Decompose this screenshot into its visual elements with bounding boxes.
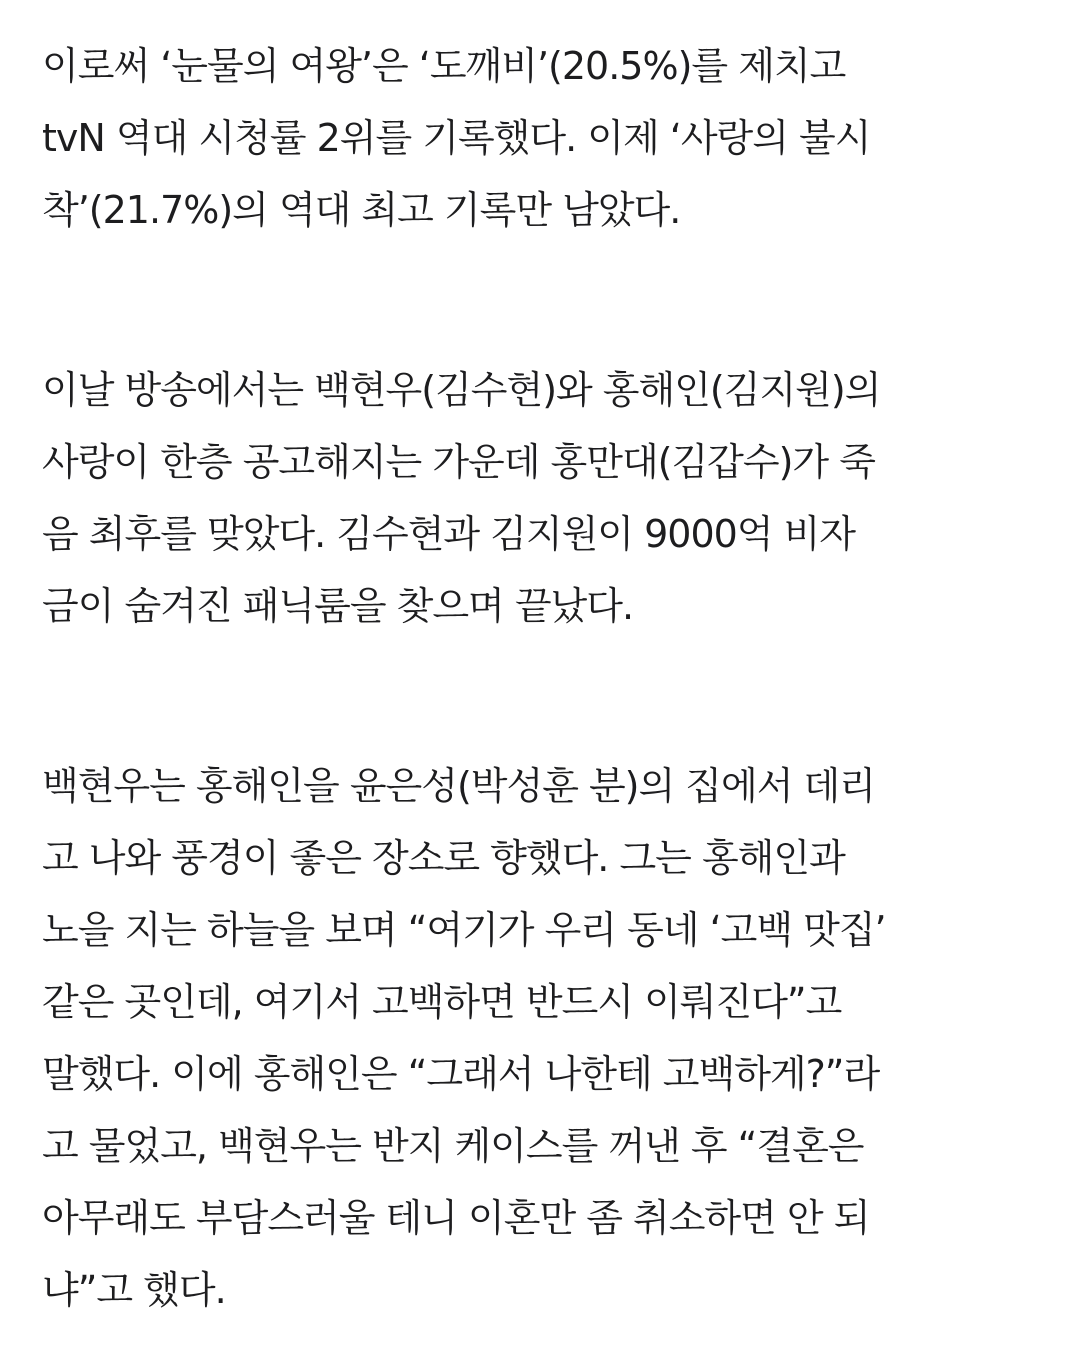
article-body xyxy=(42,30,1052,1326)
text-line: 냐”고 했다. xyxy=(42,1268,226,1312)
paragraph xyxy=(42,750,1052,1326)
text-line: 착’(21.7%)의 역대 최고 기록만 남았다. xyxy=(42,188,681,232)
text-line: 이로써 ‘눈물의 여왕’은 ‘도깨비’(20.5%)를 제치고 xyxy=(42,44,846,88)
text-line: 음 최후를 맞았다. 김수현과 김지원이 9000억 비자 xyxy=(42,512,856,556)
text-line: 같은 곳인데, 여기서 고백하면 반드시 이뤄진다”고 xyxy=(42,980,842,1024)
paragraph xyxy=(42,354,1052,642)
text-line: 이날 방송에서는 백현우(김수현)와 홍해인(김지원)의 xyxy=(42,368,881,412)
text-line: 고 물었고, 백현우는 반지 케이스를 꺼낸 후 “결혼은 xyxy=(42,1124,864,1168)
text-line: 금이 숨겨진 패닉룸을 찾으며 끝났다. xyxy=(42,584,634,628)
text-line: 말했다. 이에 홍해인은 “그래서 나한테 고백하게?”라 xyxy=(42,1052,880,1096)
paragraph xyxy=(42,30,1052,246)
text-line: 사랑이 한층 공고해지는 가운데 홍만대(김갑수)가 죽 xyxy=(42,440,875,484)
text-line: tvN 역대 시청률 2위를 기록했다. 이제 ‘사랑의 불시 xyxy=(42,116,871,160)
text-line: 고 나와 풍경이 좋은 장소로 향했다. 그는 홍해인과 xyxy=(42,836,845,880)
text-line: 백현우는 홍해인을 윤은성(박성훈 분)의 집에서 데리 xyxy=(42,764,875,808)
text-line: 아무래도 부담스러울 테니 이혼만 좀 취소하면 안 되 xyxy=(42,1196,870,1240)
text-line: 노을 지는 하늘을 보며 “여기가 우리 동네 ‘고백 맛집’ xyxy=(42,908,886,952)
